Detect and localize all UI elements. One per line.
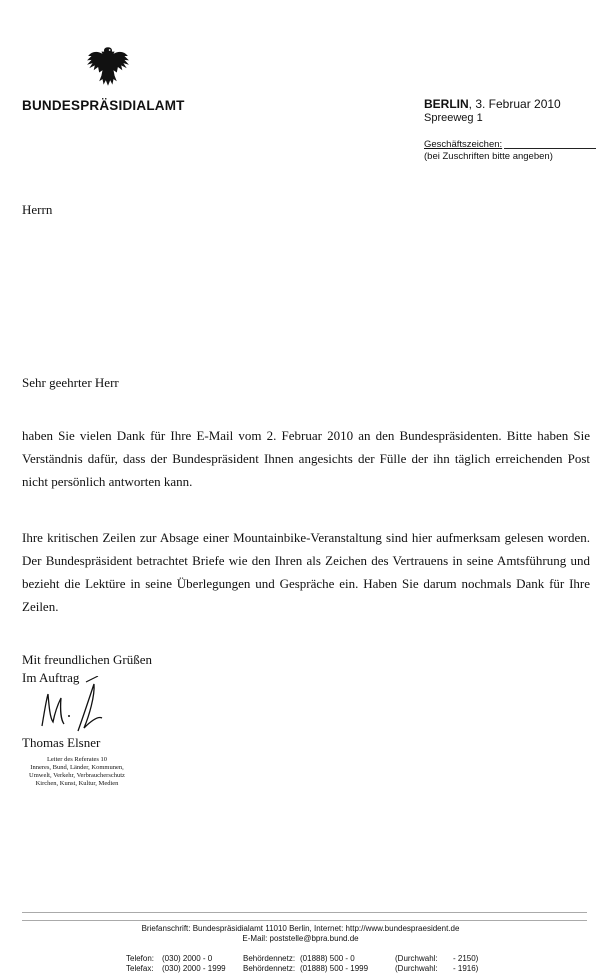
body-paragraph: Ihre kritischen Zeilen zur Absage einer Mountainbike-Veranstaltung sind hier aufmerksam gelesen worden. Der Bundespräsident betrachtet Briefe wie den Ihren als Zeichen des Vertrauens in seine Amtsführung und bezieht die Lektüre in seine Überlegungen und Gespräche ein. Haben Sie darum nochmals Dank für Ihre Zeilen. (22, 530, 590, 614)
fax-row (0, 964, 601, 975)
signer-title-line: Kirchen, Kunst, Kultur, Medien (35, 780, 119, 787)
city: BERLIN (424, 97, 469, 111)
signer-name: Thomas Elsner (22, 735, 101, 750)
street-address: Spreeweg 1 (424, 112, 483, 124)
recipient: Herrn (22, 202, 53, 217)
fax-net-number: (01888) 500 - 1999 (300, 964, 369, 973)
fax-dial-label: (Durchwahl: (395, 964, 438, 973)
fax-number: (030) 2000 - 1999 (162, 964, 226, 973)
phone-dial-label: (Durchwahl: (395, 954, 438, 963)
footer-divider (22, 920, 587, 921)
reference-note: (bei Zuschriften bitte angeben) (424, 151, 553, 162)
fax-dial: - 1916) (453, 964, 479, 973)
city-date (424, 97, 561, 111)
phone-net-label: Behördennetz: (243, 954, 296, 963)
date: , 3. Februar 2010 (468, 97, 561, 111)
phone-dial: - 2150) (453, 954, 479, 963)
fax-label: Telefax: (126, 964, 154, 973)
signer-title-line: Leiter des Referates 10 (46, 756, 108, 763)
reference-line (504, 148, 596, 149)
signer-title-line: Umwelt, Verkehr, Verbraucherschutz (29, 772, 125, 779)
closing-greeting: Mit freundlichen Grüßen (22, 652, 152, 667)
organization-name: BUNDESPRÄSIDIALAMT (22, 98, 185, 113)
phone-number: (030) 2000 - 0 (162, 954, 213, 963)
reference-label: Geschäftszeichen: (424, 139, 503, 150)
signer-title-line: Inneres, Bund, Länder, Kommunen, (30, 764, 124, 771)
phone-label: Telefon: (126, 954, 155, 963)
fax-net-label: Behördennetz: (243, 964, 296, 973)
closing-on-behalf: Im Auftrag (22, 670, 80, 685)
footer-divider (22, 912, 587, 913)
postal-address: Briefanschrift: Bundespräsidialamt 11010 Berlin, Internet: http://www.bundespraesident.de (141, 924, 460, 933)
handwritten-signature (28, 676, 128, 738)
email-address: E-Mail: poststelle@bpra.bund.de (242, 934, 359, 943)
federal-eagle-icon (86, 45, 130, 89)
body-paragraph: haben Sie vielen Dank für Ihre E-Mail vom 2. Februar 2010 an den Bundespräsidenten. Bitte haben Sie Verständnis dafür, dass der Bundespräsident Ihnen angesichts der Fülle der ihn täglich erreichenden Post nicht persönlich antworten kann. (22, 428, 590, 489)
signer-title (22, 756, 132, 788)
phone-net-number: (01888) 500 - 0 (300, 954, 355, 963)
salutation: Sehr geehrter Herr (22, 375, 119, 390)
